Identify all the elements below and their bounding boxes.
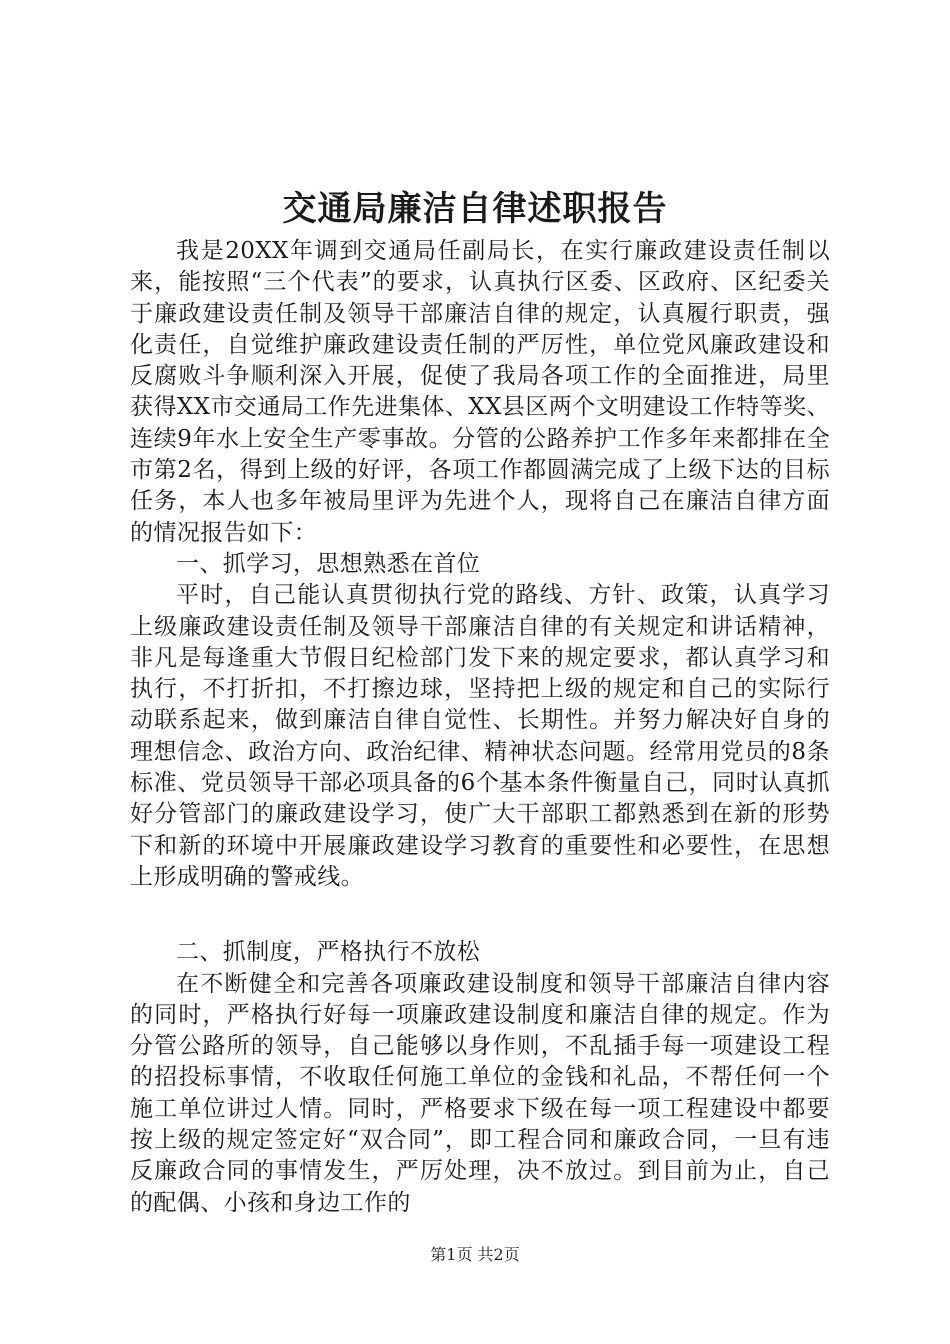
document-body — [130, 236, 830, 1219]
section1-heading: 一、抓学习，思想熟悉在首位 — [176, 550, 481, 577]
section2-heading: 二、抓制度，严格执行不放松 — [176, 939, 481, 966]
section1-paragraph: 平时，自己能认真贯彻执行党的路线、方针、政策，认真学习上级廉政建设责任制及领导干部廉洁自律的有关规定和讲话精神，非凡是每逢重大节假日纪检部门发下来的规定要求，都认真学习和执行，不打折扣，不打擦边球，坚持把上级的规定和自己的实际行动联系起来，做到廉洁自律自觉性、长期性。并努力解决好自身的理想信念、政治方向、政治纪律、精神状态问题。经常用党员的8条标准、党员领导干部必项具备的6个基本条件衡量自己，同时认真抓好分管部门的廉政建设学习，使广大干部职工都熟悉到在新的形势下和新的环境中开展廉政建设学习教育的重要性和必要性，在思想上形成明确的警戒线。 — [130, 582, 830, 890]
paragraph-spacer — [130, 893, 830, 937]
page-footer: 第1页 共2页 — [430, 1245, 520, 1264]
intro-paragraph: 我是20XX年调到交通局任副局长，在实行廉政建设责任制以来，能按照“三个代表”的要求，认真执行区委、区政府、区纪委关于廉政建设责任制及领导干部廉洁自律的规定，认真履行职责，强化责任，自觉维护廉政建设责任制的严厉性，单位党风廉政建设和反腐败斗争顺利深入开展，促使了我局各项工作的全面推进，局里获得XX市交通局工作先进集体、XX县区两个文明建设工作特等奖、连续9年水上安全生产零事故。分管的公路养护工作多年来都排在全市第2名，得到上级的好评，各项工作都圆满完成了上级下达的目标任务，本人也多年被局里评为先进个人，现将自己在廉洁自律方面的情况报告如下： — [130, 238, 830, 546]
section2-paragraph: 在不断健全和完善各项廉政建设制度和领导干部廉洁自律内容的同时，严格执行好每一项廉政建设制度和廉洁自律的规定。作为分管公路所的领导，自己能够以身作则，不乱插手每一项建设工程的招投标事情，不收取任何施工单位的金钱和礼品，不帮任何一个施工单位讲过人情。同时，严格要求下级在每一项工程建设中都要按上级的规定签定好“双合同”，即工程合同和廉政合同，一旦有违反廉政合同的事情发生，严厉处理，决不放过。到目前为止，自己的配偶、小孩和身边工作的 — [130, 970, 830, 1216]
document-title: 交通局廉洁自律述职报告 — [282, 189, 668, 229]
